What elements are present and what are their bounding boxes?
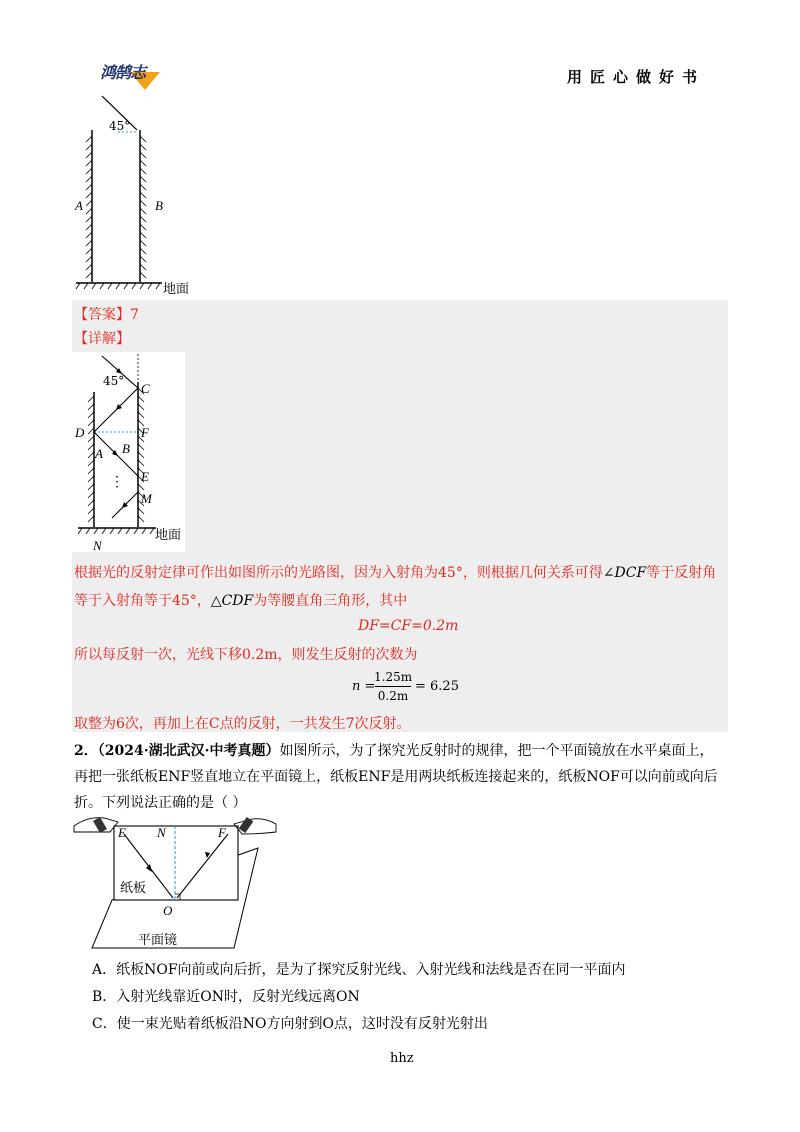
explanation-text: 等于入射角等于45°， [74, 593, 211, 609]
label-f: F [141, 425, 149, 440]
label-c: C [141, 381, 150, 396]
point-e-label: E [118, 825, 126, 840]
option-a[interactable]: A．纸板NOF向前或向后折，是为了探究反射光线、入射光线和法线是否在同一平面内 [92, 962, 626, 978]
fraction-lhs: n = [352, 679, 376, 694]
detail-label: 【详解】 [74, 331, 130, 347]
question-source: （2024·湖北武汉·中考真题） [97, 743, 280, 759]
fraction-bar [375, 686, 411, 687]
mirror-label: 平面镜 [138, 933, 178, 948]
point-f-label: F [218, 825, 226, 840]
angle-label: 45° [109, 119, 131, 133]
mirrors-diagram [70, 90, 200, 300]
explanation-line-3: 所以每反射一次，光线下移0.2m，则发生反射的次数为 [74, 647, 418, 663]
label-d: D [75, 425, 85, 440]
explanation-text: 根据光的反射定律可作出如图所示的光路图，因为入射角为45°，则根据几何关系可得 [74, 565, 603, 581]
question-number: 2． [74, 743, 98, 759]
question-line-1 [74, 740, 713, 760]
explanation-line-1 [74, 562, 716, 582]
label-m: M [141, 491, 152, 506]
label-n: N [93, 538, 102, 553]
point-o-label: O [163, 903, 173, 918]
fraction-denominator: 0.2m [377, 689, 409, 703]
question-line-3: 折。下列说法正确的是（ ） [74, 795, 247, 811]
fraction-rhs: = 6.25 [415, 679, 459, 694]
mirror-b-label: B [155, 198, 163, 213]
question-line-2: 再把一张纸板ENF竖直地立在平面镜上，纸板ENF是用两块纸板连接起来的，纸板NOF可以向前或向后 [74, 769, 718, 785]
label-e: E [141, 469, 149, 484]
header-motto: 用匠心做好书 [567, 68, 706, 86]
option-b[interactable]: B．入射光线靠近ON时，反射光线远离ON [92, 989, 360, 1005]
explanation-text: 等于反射角 [646, 565, 717, 581]
angle-label-2: 45° [103, 374, 125, 388]
board-label: 纸板 [120, 881, 147, 896]
label-a: A [95, 446, 103, 461]
angle-expression: ∠DCF [602, 565, 647, 581]
continuation-dots: ⋮ [110, 474, 124, 490]
logo-text: 鸿鹄志 [100, 63, 146, 82]
fraction-numerator: 1.25m [374, 670, 413, 684]
label-b: B [122, 441, 130, 456]
point-n-label: N [157, 825, 166, 840]
answer-label: 【答案】7 [74, 307, 139, 323]
option-c[interactable]: C．使一束光贴着纸板沿NO方向射到O点，这时没有反射光射出 [92, 1016, 488, 1032]
explanation-line-4: 取整为6次，再加上在C点的反射，一共发生7次反射。 [74, 716, 411, 732]
footer-text: hhz [390, 1051, 414, 1066]
ground-label-2: 地面 [155, 528, 182, 543]
equation-df-cf: DF=CF=0.2m [358, 618, 459, 634]
question-text: 如图所示，为了探究光反射时的规律，把一个平面镜放在水平桌面上， [279, 743, 714, 759]
triangle-expression: △CDF [210, 593, 254, 609]
explanation-line-2 [74, 590, 407, 610]
ground-label: 地面 [163, 282, 190, 297]
mirror-a-label: A [75, 198, 83, 213]
explanation-text: 为等腰直角三角形，其中 [253, 593, 408, 609]
